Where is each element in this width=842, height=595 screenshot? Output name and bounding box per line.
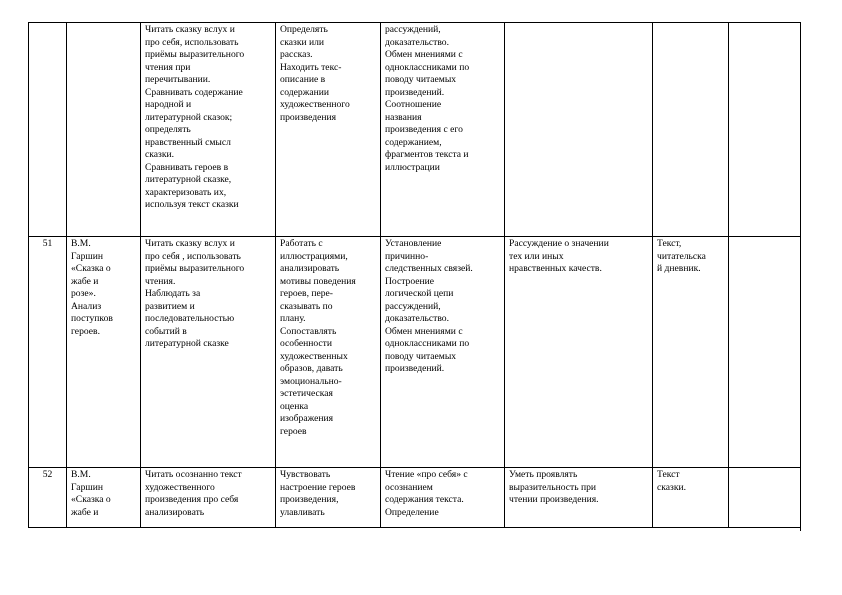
cell-text-line: Построение [385, 275, 435, 287]
cell-text-line: «Сказка о [71, 263, 111, 274]
cell-text-line: Текст [657, 469, 680, 480]
cell-text-line: эстетическая [280, 388, 333, 399]
cell-text-line: содержании [280, 86, 330, 98]
subject-skills-cell [276, 468, 381, 528]
cell-text-line: В.М. [71, 238, 91, 249]
cell-text-line: произведения с его [385, 124, 463, 135]
cell-text-line: героев, пере- [280, 288, 334, 299]
cell-text-line: иллюстрации [385, 161, 440, 173]
extra-column-border [800, 22, 842, 531]
cell-text-line: описание в [280, 74, 326, 85]
cell-text-line: розе». [71, 288, 96, 299]
cell-text-line: Текст, [657, 238, 682, 249]
cell-text-line: художественных [280, 350, 348, 362]
cell-text-line: Установление [385, 238, 442, 249]
cell-text-line: чтения при [145, 61, 191, 73]
subject-skills-cell [276, 23, 381, 237]
lesson-number-cell: 51 [29, 237, 67, 468]
cell-text-line: оценка [280, 400, 309, 412]
cell-text-line: Уметь проявлять [509, 469, 578, 480]
cell-text-line: Чувствовать [280, 469, 331, 480]
cell-text-line: одноклассниками по [385, 338, 470, 349]
cell-text-line: Читать сказку вслух и [145, 238, 235, 249]
cell-text-line: про себя , использовать [145, 250, 241, 262]
cell-text-line: Рассуждение о значении [509, 238, 609, 249]
cell-text-line: сказки. [657, 481, 687, 493]
lesson-number-cell [29, 23, 67, 237]
cell-text-line: сказывать по [280, 300, 333, 312]
cell-text-line: чтения. [145, 275, 176, 287]
cell-text-line: читательска [657, 250, 706, 262]
cell-text-line: доказательство. [385, 36, 449, 48]
cell-text-line: Читать сказку вслух и [145, 24, 235, 35]
cell-text-line: Сопоставлять [280, 325, 337, 337]
cell-text-line: последовательностью [145, 313, 235, 324]
cell-text-line: содержанием, [385, 136, 442, 148]
cell-text-line: сказки. [145, 149, 175, 160]
cell-text-line: Гаршин [71, 250, 104, 262]
cell-text-line: й дневник. [657, 263, 701, 274]
cell-text-line: Соотношение [385, 99, 442, 110]
lesson-plan-table [28, 22, 801, 528]
cell-text-line: эмоционально- [280, 375, 342, 387]
cell-text-line: Находить текс- [280, 61, 342, 73]
cell-text-line: фрагментов текста и [385, 149, 469, 160]
cell-text-line: осознанием [385, 481, 433, 493]
table-row [29, 237, 801, 468]
personal-results-cell [505, 23, 653, 237]
cell-text-line: литературной сказок; [145, 111, 233, 123]
cell-text-line: Анализ [71, 300, 102, 312]
materials-cell [653, 237, 729, 468]
lesson-topic-cell [67, 468, 141, 528]
cell-text-line: содержания текста. [385, 494, 464, 505]
lesson-topic-cell [67, 237, 141, 468]
cell-text-line: Читать осознанно текст [145, 469, 242, 480]
cell-text-line: Определять [280, 24, 328, 35]
cell-text-line: изображения [280, 413, 334, 424]
notes-cell [729, 237, 801, 468]
cell-text-line: рассказ. [280, 49, 313, 60]
cell-text-line: произведения, [280, 494, 339, 505]
cell-text-line: Чтение «про себя» с [385, 469, 468, 480]
cell-text-line: литературной сказке [145, 338, 229, 349]
cell-text-line: Обмен мнениями с [385, 49, 463, 60]
cell-text-line: литературной сказке, [145, 174, 232, 185]
cell-text-line: мотивы поведения [280, 275, 356, 287]
cell-text-line: произведения про себя [145, 494, 239, 505]
cell-text-line: произведения [280, 111, 337, 123]
cell-text-line: Гаршин [71, 481, 104, 493]
subject-skills-cell [276, 237, 381, 468]
cell-text-line: выразительность при [509, 481, 597, 493]
cell-text-line: названия [385, 111, 422, 123]
cell-text-line: развитием и [145, 300, 195, 312]
meta-skills-cell [381, 237, 505, 468]
cell-text-line: произведений. [385, 363, 445, 374]
student-activity-cell [141, 468, 276, 528]
cell-text-line: плану. [280, 313, 306, 324]
cell-text-line: образов, давать [280, 363, 343, 374]
meta-skills-cell [381, 23, 505, 237]
cell-text-line: художественного [145, 481, 215, 493]
cell-text-line: Определение [385, 506, 439, 518]
cell-text-line: нравственных качеств. [509, 263, 602, 274]
notes-cell [729, 23, 801, 237]
table-row [29, 23, 801, 237]
cell-text-line: перечитывании. [145, 74, 211, 85]
lesson-number-cell: 52 [29, 468, 67, 528]
cell-text-line: улавливать [280, 506, 325, 518]
cell-text-line: следственных связей. [385, 263, 473, 274]
materials-cell [653, 468, 729, 528]
personal-results-cell [505, 468, 653, 528]
cell-text-line: художественного [280, 99, 350, 110]
notes-cell [729, 468, 801, 528]
cell-text-line: В.М. [71, 469, 91, 480]
cell-text-line: логической цепи [385, 288, 454, 299]
cell-text-line: событий в [145, 325, 187, 337]
cell-text-line: героев. [71, 325, 100, 337]
cell-text-line: рассуждений, [385, 300, 441, 312]
lesson-topic-cell [67, 23, 141, 237]
cell-text-line: народной и [145, 99, 192, 110]
cell-text-line: тех или иных [509, 250, 564, 262]
personal-results-cell [505, 237, 653, 468]
cell-text-line: приёмы выразительного [145, 263, 245, 274]
cell-text-line: используя текст сказки [145, 199, 239, 210]
cell-text-line: Сравнивать содержание [145, 86, 243, 98]
cell-text-line: анализировать [145, 506, 205, 518]
cell-text-line: приёмы выразительного [145, 49, 245, 60]
cell-text-line: характеризовать их, [145, 186, 227, 198]
cell-text-line: анализировать [280, 263, 340, 274]
cell-text-line: доказательство. [385, 313, 449, 324]
cell-text-line: рассуждений, [385, 24, 441, 35]
cell-text-line: поступков [71, 313, 113, 324]
cell-text-line: причинно- [385, 250, 429, 262]
cell-text-line: жабе и [71, 506, 99, 518]
cell-text-line: Обмен мнениями с [385, 325, 463, 337]
cell-text-line: поводу читаемых [385, 350, 457, 362]
cell-text-line: жабе и [71, 275, 99, 287]
cell-text-line: «Сказка о [71, 494, 111, 505]
student-activity-cell [141, 23, 276, 237]
cell-text-line: чтении произведения. [509, 494, 599, 505]
cell-text-line: определять [145, 124, 191, 135]
cell-text-line: про себя, использовать [145, 36, 239, 48]
cell-text-line: особенности [280, 338, 332, 349]
student-activity-cell [141, 237, 276, 468]
cell-text-line: Работать с [280, 238, 323, 249]
table-row [29, 468, 801, 528]
cell-text-line: Сравнивать героев в [145, 161, 229, 173]
materials-cell [653, 23, 729, 237]
cell-text-line: одноклассниками по [385, 61, 470, 73]
cell-text-line: нравственный смысл [145, 136, 231, 148]
cell-text-line: сказки или [280, 36, 325, 48]
cell-text-line: настроение героев [280, 481, 356, 493]
cell-text-line: героев [280, 425, 307, 437]
cell-text-line: Наблюдать за [145, 288, 201, 299]
cell-text-line: иллюстрациями, [280, 250, 348, 262]
meta-skills-cell [381, 468, 505, 528]
cell-text-line: произведений. [385, 86, 445, 98]
cell-text-line: поводу читаемых [385, 74, 457, 85]
